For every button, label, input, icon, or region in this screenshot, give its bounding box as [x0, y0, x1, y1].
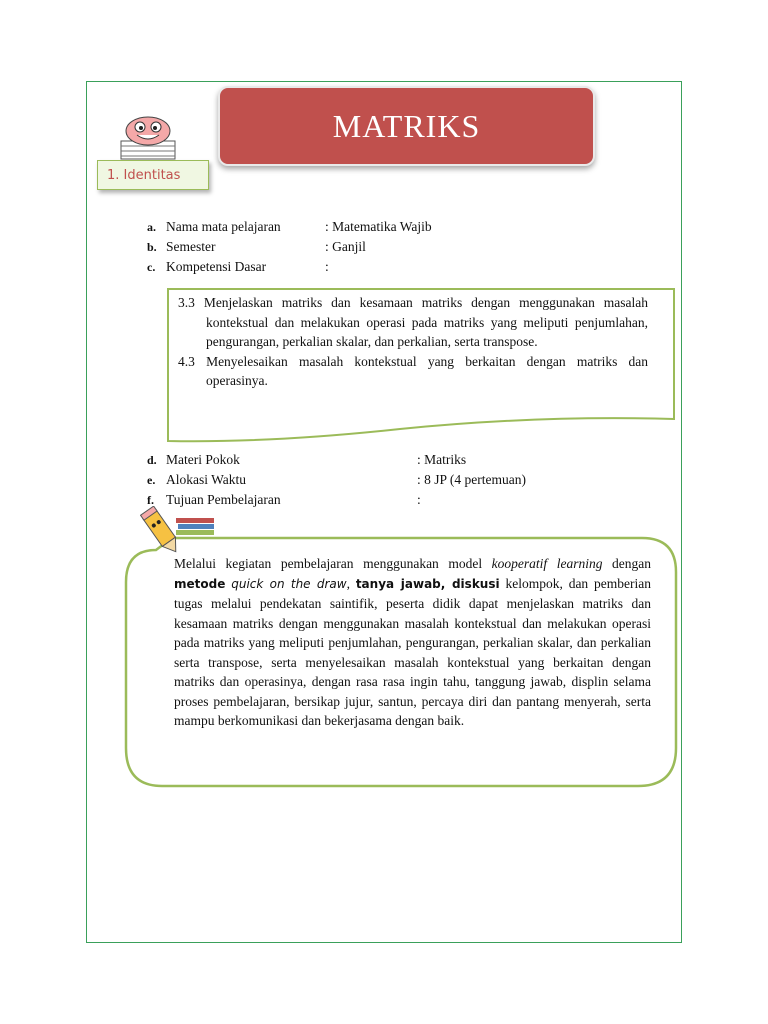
- tujuan-metode: metode: [174, 576, 226, 591]
- row-label: Kompetensi Dasar: [166, 259, 267, 274]
- kompetensi-text: [178, 293, 648, 391]
- tujuan-method: quick on the draw: [231, 576, 347, 591]
- section-tag: [97, 160, 209, 190]
- section-label: 1. Identitas: [107, 167, 181, 183]
- row-letter: e.: [147, 473, 156, 487]
- cartoon-book-icon: [113, 115, 183, 165]
- row-value: : 8 JP (4 pertemuan): [417, 472, 526, 487]
- identity-row: [147, 451, 467, 469]
- identity-row: [147, 471, 526, 489]
- row-label: Alokasi Waktu: [166, 472, 247, 487]
- row-letter: a.: [147, 220, 156, 234]
- identity-row: [147, 218, 432, 236]
- tujuan-part: kelompok, dan pemberian tugas melalui pendekatan saintifik, peserta didik dapat menjelaskan matriks dan kesamaan matriks dengan menggunakan masalah kontekstual dan melakukan operasi pada matriks yang meliputi penjumlahan, pengurangan, perkalian skalar, dan perkalian serta transpose, serta menyelesaikan masalah kontekstual yang berkaitan dengan matriks dan operasinya, dengan rasa rasa ingin tahu, tanggung jawab, displin selama proses pembelajaran, bersikap jujur, santun, percaya diri dan pantang menyerah, serta mampu berkomunikasi dan bekerjasama dengan baik.: [174, 575, 652, 728]
- tujuan-methods: tanya jawab, diskusi: [355, 576, 500, 591]
- tujuan-text: [174, 554, 651, 731]
- kompetensi-item: 4.3 Menyelesaikan masalah kontekstual yang berkaitan dengan matriks dan operasinya.: [178, 353, 648, 388]
- row-value: : Matriks: [417, 452, 467, 467]
- identity-row: [147, 238, 366, 256]
- row-letter: f.: [147, 493, 154, 507]
- row-letter: c.: [147, 260, 156, 274]
- identity-row: [147, 258, 329, 276]
- row-letter: d.: [147, 453, 157, 467]
- title-banner: [218, 86, 595, 166]
- row-value: :: [417, 492, 421, 507]
- tujuan-part: Melalui kegiatan pembelajaran menggunakan model: [174, 556, 492, 571]
- tujuan-model: kooperatif learning: [491, 556, 603, 571]
- row-letter: b.: [147, 240, 157, 254]
- row-value: : Ganjil: [325, 239, 366, 254]
- row-label: Semester: [166, 239, 216, 254]
- tujuan-part: ,: [346, 575, 356, 591]
- row-label: Tujuan Pembelajaran: [166, 492, 281, 507]
- row-value: : Matematika Wajib: [325, 219, 432, 234]
- row-label: Materi Pokok: [166, 452, 240, 467]
- page-title: MATRIKS: [332, 107, 481, 144]
- tujuan-part: dengan: [602, 556, 651, 571]
- row-label: Nama mata pelajaran: [166, 219, 281, 234]
- pencil-books-icon: [140, 506, 220, 558]
- kompetensi-item: 3.3 Menjelaskan matriks dan kesamaan matriks dengan menggunakan masalah kontekstual dan melakukan operasi pada matriks yang meliputi penjumlahan, pengurangan, perkalian skalar, dan perkalian, serta transpose.: [178, 295, 648, 349]
- row-value: :: [325, 259, 329, 274]
